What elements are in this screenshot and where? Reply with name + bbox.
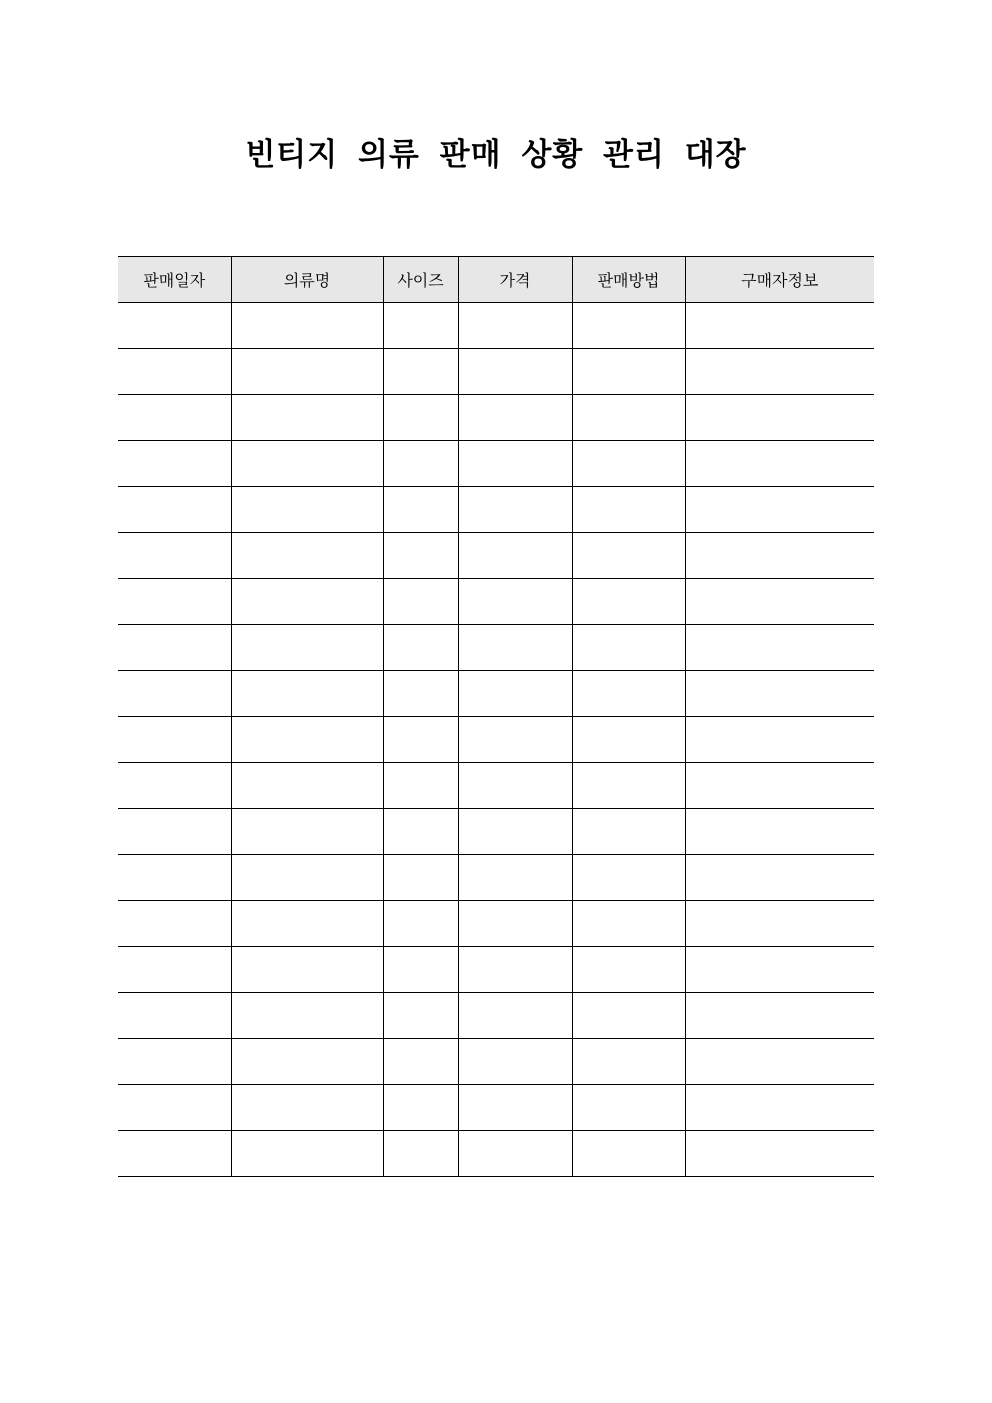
cell-price[interactable] [458, 855, 572, 901]
cell-buyer-info[interactable] [685, 1131, 874, 1177]
table-row [118, 349, 874, 395]
cell-sale-method[interactable] [572, 1085, 685, 1131]
table-row [118, 303, 874, 349]
cell-item-name[interactable] [231, 947, 383, 993]
table-row [118, 487, 874, 533]
cell-buyer-info[interactable] [685, 487, 874, 533]
cell-price[interactable] [458, 993, 572, 1039]
cell-buyer-info[interactable] [685, 533, 874, 579]
cell-item-name[interactable] [231, 349, 383, 395]
table-row [118, 1039, 874, 1085]
cell-sale-method[interactable] [572, 901, 685, 947]
cell-item-name[interactable] [231, 993, 383, 1039]
cell-size[interactable] [383, 441, 458, 487]
header-sale-method: 판매방법 [572, 257, 685, 303]
cell-price[interactable] [458, 901, 572, 947]
cell-sale-method[interactable] [572, 395, 685, 441]
cell-sale-date[interactable] [118, 901, 231, 947]
cell-item-name[interactable] [231, 579, 383, 625]
cell-sale-date[interactable] [118, 717, 231, 763]
cell-sale-date[interactable] [118, 395, 231, 441]
cell-size[interactable] [383, 579, 458, 625]
cell-item-name[interactable] [231, 1131, 383, 1177]
table-row [118, 441, 874, 487]
table-row [118, 763, 874, 809]
cell-sale-date[interactable] [118, 579, 231, 625]
cell-sale-method[interactable] [572, 809, 685, 855]
cell-sale-method[interactable] [572, 947, 685, 993]
cell-size[interactable] [383, 625, 458, 671]
table-row [118, 533, 874, 579]
cell-sale-method[interactable] [572, 855, 685, 901]
header-size: 사이즈 [383, 257, 458, 303]
cell-sale-date[interactable] [118, 809, 231, 855]
cell-sale-date[interactable] [118, 533, 231, 579]
cell-item-name[interactable] [231, 717, 383, 763]
cell-price[interactable] [458, 625, 572, 671]
table-row [118, 579, 874, 625]
cell-size[interactable] [383, 1085, 458, 1131]
cell-sale-date[interactable] [118, 441, 231, 487]
cell-sale-date[interactable] [118, 349, 231, 395]
cell-buyer-info[interactable] [685, 947, 874, 993]
cell-sale-method[interactable] [572, 533, 685, 579]
cell-sale-date[interactable] [118, 947, 231, 993]
cell-sale-date[interactable] [118, 1085, 231, 1131]
cell-size[interactable] [383, 533, 458, 579]
cell-item-name[interactable] [231, 763, 383, 809]
cell-sale-method[interactable] [572, 303, 685, 349]
cell-price[interactable] [458, 1085, 572, 1131]
cell-buyer-info[interactable] [685, 717, 874, 763]
cell-price[interactable] [458, 809, 572, 855]
cell-buyer-info[interactable] [685, 763, 874, 809]
cell-item-name[interactable] [231, 303, 383, 349]
cell-sale-method[interactable] [572, 993, 685, 1039]
cell-buyer-info[interactable] [685, 625, 874, 671]
cell-sale-date[interactable] [118, 855, 231, 901]
table-row [118, 671, 874, 717]
cell-item-name[interactable] [231, 625, 383, 671]
cell-price[interactable] [458, 1131, 572, 1177]
cell-buyer-info[interactable] [685, 809, 874, 855]
cell-item-name[interactable] [231, 855, 383, 901]
cell-item-name[interactable] [231, 441, 383, 487]
cell-size[interactable] [383, 1131, 458, 1177]
cell-sale-method[interactable] [572, 717, 685, 763]
table-row [118, 1085, 874, 1131]
cell-sale-method[interactable] [572, 441, 685, 487]
cell-price[interactable] [458, 395, 572, 441]
cell-sale-date[interactable] [118, 993, 231, 1039]
cell-buyer-info[interactable] [685, 671, 874, 717]
cell-size[interactable] [383, 671, 458, 717]
cell-item-name[interactable] [231, 533, 383, 579]
cell-buyer-info[interactable] [685, 395, 874, 441]
cell-price[interactable] [458, 303, 572, 349]
cell-price[interactable] [458, 1039, 572, 1085]
cell-size[interactable] [383, 487, 458, 533]
cell-item-name[interactable] [231, 671, 383, 717]
table-row [118, 395, 874, 441]
header-item-name: 의류명 [231, 257, 383, 303]
cell-price[interactable] [458, 717, 572, 763]
cell-size[interactable] [383, 993, 458, 1039]
table-row [118, 855, 874, 901]
cell-size[interactable] [383, 1039, 458, 1085]
header-row [118, 257, 874, 303]
table-row [118, 625, 874, 671]
table-row [118, 901, 874, 947]
cell-item-name[interactable] [231, 395, 383, 441]
cell-sale-method[interactable] [572, 625, 685, 671]
cell-sale-date[interactable] [118, 1131, 231, 1177]
table-row [118, 1131, 874, 1177]
table-body [118, 303, 874, 1177]
cell-sale-method[interactable] [572, 671, 685, 717]
cell-buyer-info[interactable] [685, 441, 874, 487]
cell-price[interactable] [458, 441, 572, 487]
cell-price[interactable] [458, 763, 572, 809]
cell-size[interactable] [383, 855, 458, 901]
cell-item-name[interactable] [231, 1039, 383, 1085]
cell-size[interactable] [383, 395, 458, 441]
cell-price[interactable] [458, 947, 572, 993]
cell-size[interactable] [383, 717, 458, 763]
cell-sale-method[interactable] [572, 763, 685, 809]
document-title: 빈티지 의류 판매 상황 관리 대장 [245, 137, 747, 173]
table-row [118, 947, 874, 993]
cell-size[interactable] [383, 763, 458, 809]
header-price: 가격 [458, 257, 572, 303]
sales-ledger-table [118, 256, 874, 1177]
cell-buyer-info[interactable] [685, 1039, 874, 1085]
cell-price[interactable] [458, 671, 572, 717]
cell-buyer-info[interactable] [685, 901, 874, 947]
cell-size[interactable] [383, 303, 458, 349]
cell-buyer-info[interactable] [685, 993, 874, 1039]
table-row [118, 993, 874, 1039]
cell-buyer-info[interactable] [685, 303, 874, 349]
cell-size[interactable] [383, 901, 458, 947]
cell-sale-date[interactable] [118, 671, 231, 717]
cell-sale-method[interactable] [572, 1039, 685, 1085]
cell-price[interactable] [458, 533, 572, 579]
cell-buyer-info[interactable] [685, 855, 874, 901]
cell-buyer-info[interactable] [685, 1085, 874, 1131]
table-row [118, 809, 874, 855]
cell-price[interactable] [458, 349, 572, 395]
cell-sale-method[interactable] [572, 487, 685, 533]
cell-item-name[interactable] [231, 809, 383, 855]
cell-sale-method[interactable] [572, 349, 685, 395]
cell-sale-method[interactable] [572, 579, 685, 625]
cell-size[interactable] [383, 809, 458, 855]
cell-sale-method[interactable] [572, 1131, 685, 1177]
cell-sale-date[interactable] [118, 763, 231, 809]
cell-sale-date[interactable] [118, 1039, 231, 1085]
header-buyer-info: 구매자정보 [685, 257, 874, 303]
cell-size[interactable] [383, 947, 458, 993]
cell-item-name[interactable] [231, 901, 383, 947]
cell-price[interactable] [458, 579, 572, 625]
cell-buyer-info[interactable] [685, 579, 874, 625]
cell-size[interactable] [383, 349, 458, 395]
cell-sale-date[interactable] [118, 487, 231, 533]
cell-buyer-info[interactable] [685, 349, 874, 395]
cell-sale-date[interactable] [118, 625, 231, 671]
cell-price[interactable] [458, 487, 572, 533]
table-row [118, 717, 874, 763]
header-sale-date: 판매일자 [118, 257, 231, 303]
cell-item-name[interactable] [231, 487, 383, 533]
cell-sale-date[interactable] [118, 303, 231, 349]
cell-item-name[interactable] [231, 1085, 383, 1131]
